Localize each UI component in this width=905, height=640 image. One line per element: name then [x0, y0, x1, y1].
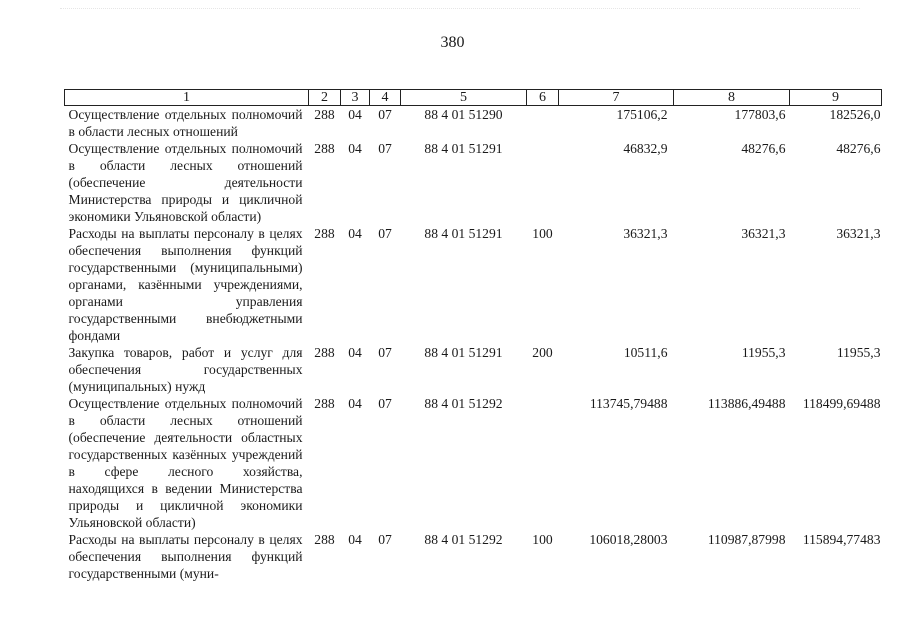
row-description: Закупка товаров, работ и услуг для обеспечения государственных (муниципальных) нужд	[68, 345, 303, 394]
column-header-3: 3	[341, 90, 370, 106]
cell-amount-8: 177803,6	[734, 107, 786, 122]
row-description: Осуществление отдельных полномочий в области лесных отношений (обеспечение деятельности областных государственных казённых учреждений в сфере лесного хозяйства, находящихся в ведении Министерства природы и цикличной экономики Ульяновской области)	[68, 396, 303, 530]
cell-section: 04	[348, 345, 362, 360]
row-description: Расходы на выплаты персоналу в целях обеспечения выполнения функций государственными (муниципальными) органами, казёнными учреждениями, органами управления государственными внебюджетными фондами	[68, 226, 303, 343]
cell-subsection: 07	[378, 226, 392, 241]
cell-amount-9: 36321,3	[836, 226, 881, 241]
cell-amount-8: 48276,6	[741, 141, 786, 156]
cell-subsection: 07	[378, 107, 392, 122]
cell-subsection: 07	[378, 345, 392, 360]
cell-amount-9: 118499,69488	[802, 396, 881, 411]
cell-target-article: 88 4 01 51292	[424, 396, 503, 411]
cell-target-article: 88 4 01 51291	[424, 141, 503, 156]
cell-amount-9: 48276,6	[836, 141, 881, 156]
column-header-9: 9	[790, 90, 882, 106]
cell-admin-code: 288	[314, 107, 335, 122]
header-row	[65, 90, 882, 106]
cell-target-article: 88 4 01 51292	[424, 532, 503, 547]
cell-admin-code: 288	[314, 141, 335, 156]
cell-amount-8: 36321,3	[741, 226, 786, 241]
cell-subsection: 07	[378, 532, 392, 547]
column-header-2: 2	[309, 90, 341, 106]
cell-amount-7: 113745,79488	[589, 396, 668, 411]
scan-noise	[60, 8, 860, 11]
cell-amount-8: 110987,87998	[707, 532, 786, 547]
cell-amount-9: 115894,77483	[802, 532, 881, 547]
row-description: Осуществление отдельных полномочий в области лесных отношений	[68, 107, 303, 139]
budget-table	[64, 89, 882, 582]
cell-section: 04	[348, 141, 362, 156]
row-description: Осуществление отдельных полномочий в области лесных отношений (обеспечение деятельности Министерства природы и цикличной экономики Ульяновской области)	[68, 141, 303, 224]
cell-target-article: 88 4 01 51290	[424, 107, 503, 122]
cell-amount-7: 36321,3	[623, 226, 668, 241]
cell-admin-code: 288	[314, 532, 335, 547]
cell-expense-type	[527, 106, 559, 141]
cell-target-article: 88 4 01 51291	[424, 226, 503, 241]
cell-amount-8: 11955,3	[741, 345, 786, 360]
cell-amount-7: 46832,9	[623, 141, 668, 156]
row-description: Расходы на выплаты персоналу в целях обеспечения выполнения функций государственными (муни-	[68, 532, 303, 581]
column-header-7: 7	[559, 90, 674, 106]
table-row	[65, 106, 882, 141]
cell-expense-type	[527, 395, 559, 531]
cell-admin-code: 288	[314, 345, 335, 360]
column-header-1: 1	[65, 90, 309, 106]
table-row	[65, 344, 882, 395]
table-row	[65, 395, 882, 531]
cell-amount-7: 106018,28003	[589, 532, 668, 547]
cell-subsection: 07	[378, 396, 392, 411]
cell-admin-code: 288	[314, 396, 335, 411]
column-header-5: 5	[401, 90, 527, 106]
cell-expense-type: 100	[532, 532, 553, 547]
cell-section: 04	[348, 532, 362, 547]
cell-amount-7: 175106,2	[616, 107, 668, 122]
cell-amount-9: 11955,3	[836, 345, 881, 360]
cell-section: 04	[348, 226, 362, 241]
cell-section: 04	[348, 107, 362, 122]
table-row	[65, 225, 882, 344]
cell-amount-8: 113886,49488	[707, 396, 786, 411]
column-header-8: 8	[674, 90, 790, 106]
cell-section: 04	[348, 396, 362, 411]
cell-amount-9: 182526,0	[829, 107, 881, 122]
column-header-4: 4	[370, 90, 401, 106]
page-number: 380	[440, 34, 465, 51]
cell-expense-type: 100	[532, 226, 553, 241]
cell-amount-7: 10511,6	[623, 345, 668, 360]
table-row	[65, 140, 882, 225]
cell-expense-type	[527, 140, 559, 225]
cell-subsection: 07	[378, 141, 392, 156]
cell-expense-type: 200	[532, 345, 553, 360]
cell-admin-code: 288	[314, 226, 335, 241]
column-header-6: 6	[527, 90, 559, 106]
cell-target-article: 88 4 01 51291	[424, 345, 503, 360]
table-row	[65, 531, 882, 582]
